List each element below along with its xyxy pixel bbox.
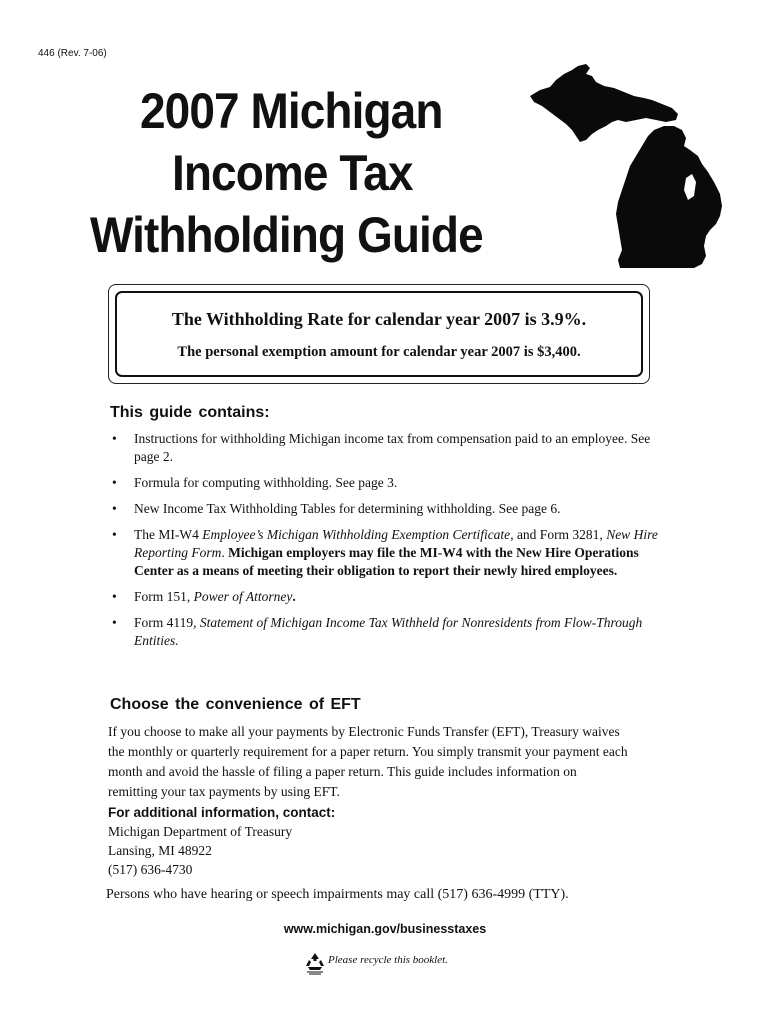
tty-note: Persons who have hearing or speech impairments may call (517) 636-4999 (TTY). xyxy=(106,887,569,902)
bullet: • xyxy=(112,431,117,446)
bullet: • xyxy=(112,475,117,490)
contact-phone: (517) 636-4730 xyxy=(108,862,193,877)
eft-heading: Choose the convenience of EFT xyxy=(110,696,361,713)
title-line-2: Income Tax xyxy=(172,145,413,201)
list-item xyxy=(108,430,668,466)
bullet: • xyxy=(112,501,117,516)
item-text: . xyxy=(292,589,296,604)
bullet: • xyxy=(112,589,117,604)
form-title: Statement of Michigan Income Tax Withheld for Nonresidents from Flow-Through Entities. xyxy=(134,615,643,648)
item-text: , and Form 3281, xyxy=(510,527,607,542)
contents-list xyxy=(108,430,668,658)
website-link[interactable]: www.michigan.gov/businesstaxes xyxy=(283,922,487,936)
rate-box xyxy=(115,291,643,377)
item-text: New Income Tax Withholding Tables for determining withholding. See page 6. xyxy=(134,501,561,516)
personal-exemption-text: The personal exemption amount for calendar year 2007 is $3,400. xyxy=(177,344,581,360)
title-line-3: Withholding Guide xyxy=(90,207,483,263)
list-item xyxy=(108,474,668,492)
michigan-map-icon xyxy=(526,60,726,272)
item-text: The MI-W4 xyxy=(134,527,203,542)
form-title: New Hire Reporting Form xyxy=(134,527,658,560)
title-line-1: 2007 Michigan xyxy=(140,83,443,139)
list-item xyxy=(108,614,668,650)
contact-heading: For additional information, contact: xyxy=(108,805,336,820)
list-item xyxy=(108,500,668,518)
contact-address: Lansing, MI 48922 xyxy=(108,843,212,858)
list-item xyxy=(108,526,668,580)
form-title: Employee’s Michigan Withholding Exemption Certificate xyxy=(202,527,511,542)
contents-heading: This guide contains: xyxy=(110,404,270,421)
item-text: Form 151, xyxy=(134,589,194,604)
list-item xyxy=(108,588,668,606)
item-text: Instructions for withholding Michigan income tax from compensation paid to an employee. See page 2. xyxy=(134,431,651,464)
item-text: Formula for computing withholding. See page 3. xyxy=(134,475,398,490)
contact-org: Michigan Department of Treasury xyxy=(108,824,293,839)
recycle-icon xyxy=(304,952,326,976)
recycle-note: Please recycle this booklet. xyxy=(328,954,448,966)
form-number: 446 (Rev. 7-06) xyxy=(38,48,107,59)
item-text: Form 4119, xyxy=(134,615,200,630)
bullet: • xyxy=(112,527,117,542)
form-title: Power of Attorney xyxy=(193,589,293,604)
bullet: • xyxy=(112,615,117,630)
item-text: . xyxy=(221,545,229,560)
eft-paragraph: If you choose to make all your payments by Electronic Funds Transfer (EFT), Treasury waives the monthly or quarterly requirement for a paper return. You simply transmit your payment each month and avoid the hassle of filing a paper return. This guide includes information on remitting your tax payments by using EFT. xyxy=(108,724,628,799)
withholding-rate-text: The Withholding Rate for calendar year 2007 is 3.9%. xyxy=(171,309,587,329)
employer-notice: Michigan employers may file the MI-W4 with the New Hire Operations Center as a means of meeting their obligation to report their newly hired employees. xyxy=(134,545,639,578)
